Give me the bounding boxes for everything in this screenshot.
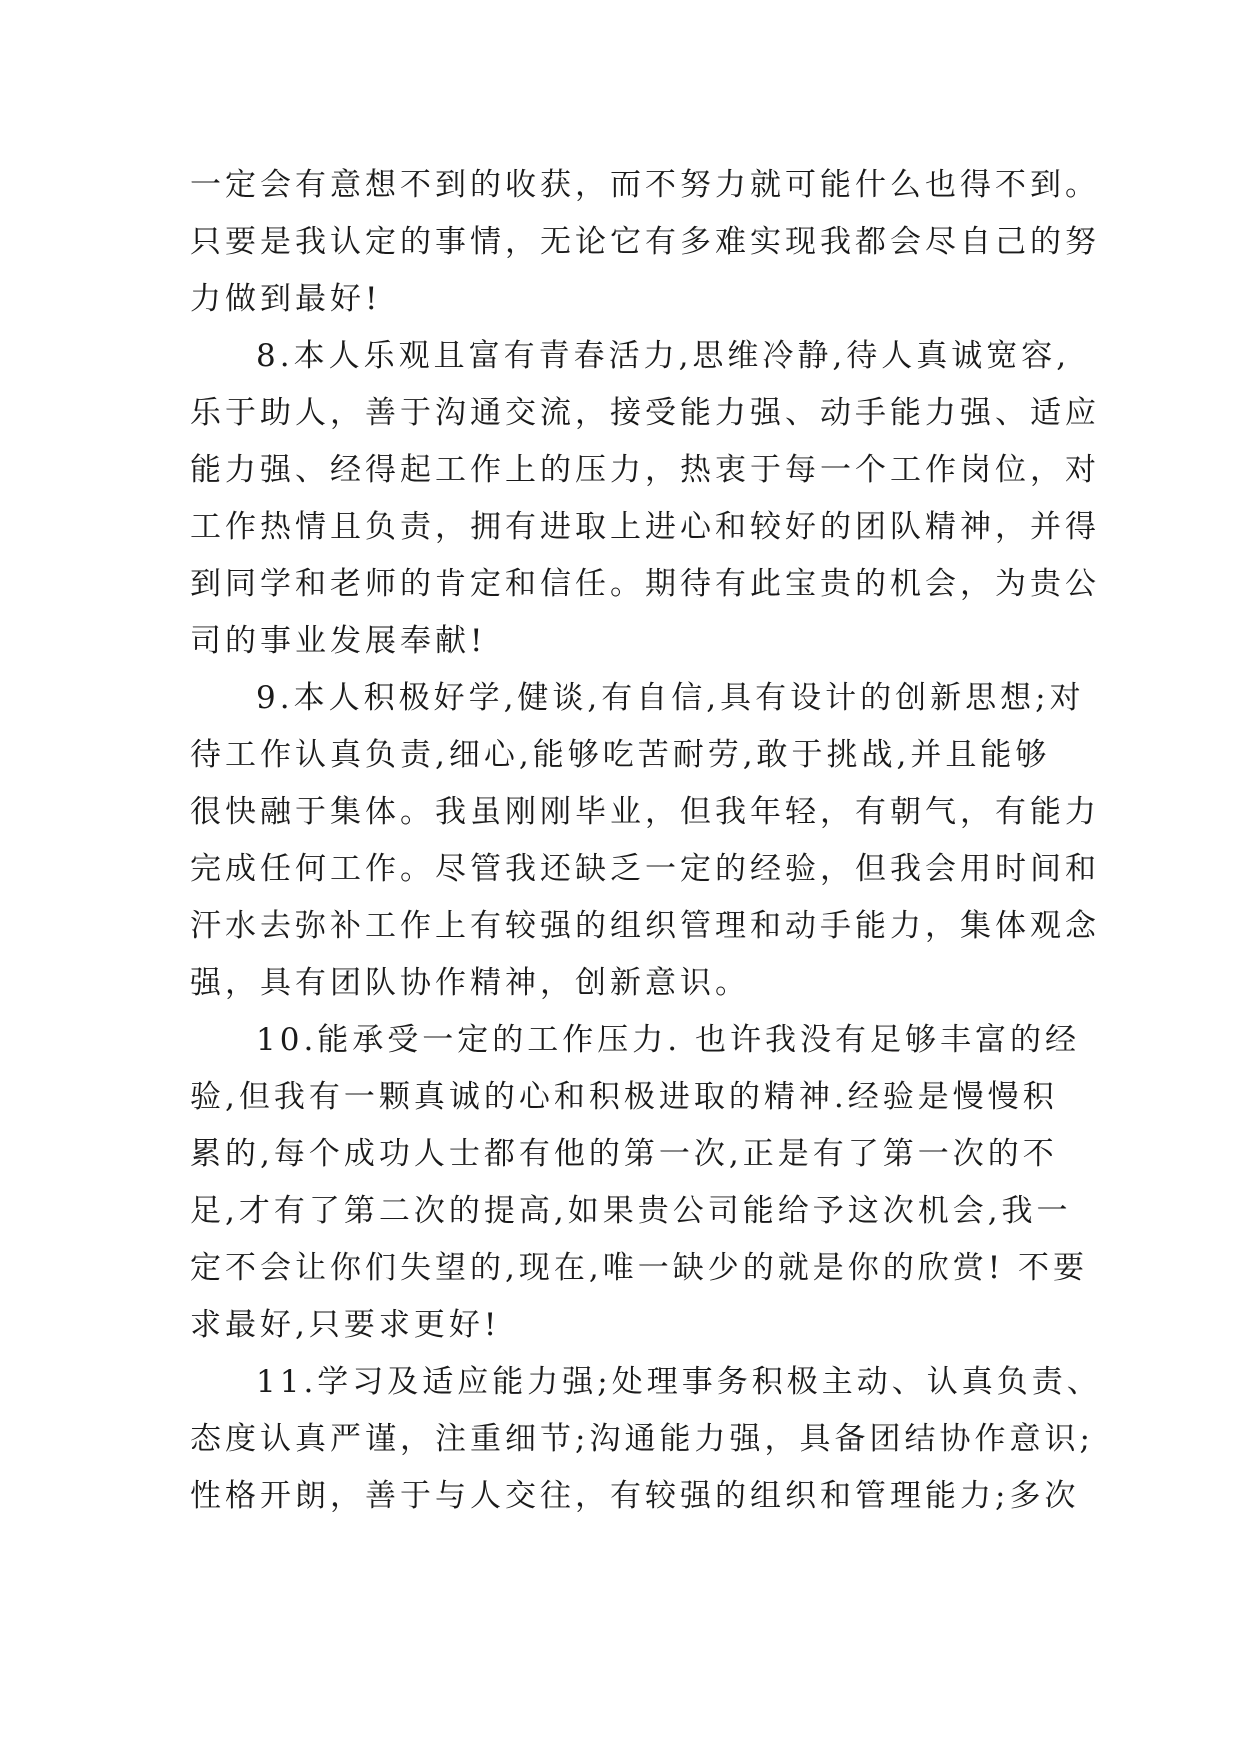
text-line: 乐于助人，善于沟通交流，接受能力强、动手能力强、适应 xyxy=(190,395,1100,431)
text-line: 态度认真严谨，注重细节;沟通能力强，具备团结协作意识; xyxy=(190,1421,1094,1457)
text-line: 汗水去弥补工作上有较强的组织管理和动手能力，集体观念 xyxy=(190,908,1100,944)
text-line: 完成任何工作。尽管我还缺乏一定的经验，但我会用时间和 xyxy=(190,851,1100,887)
text-line: 定不会让你们失望的,现在,唯一缺少的就是你的欣赏! 不要 xyxy=(190,1250,1089,1286)
paragraph-start-10: 10.能承受一定的工作压力. 也许我没有足够丰富的经 xyxy=(256,1022,1081,1058)
text-line: 力做到最好! xyxy=(190,281,382,317)
text-line: 到同学和老师的肯定和信任。期待有此宝贵的机会，为贵公 xyxy=(190,566,1100,602)
text-line: 足,才有了第二次的提高,如果贵公司能给予这次机会,我一 xyxy=(190,1193,1072,1229)
paragraph-start-9: 9.本人积极好学,健谈,有自信,具有设计的创新思想;对 xyxy=(256,680,1085,716)
text-line: 累的,每个成功人士都有他的第一次,正是有了第一次的不 xyxy=(190,1136,1058,1172)
text-line: 求最好,只要求更好! xyxy=(190,1307,501,1343)
paragraph-start-11: 11.学习及适应能力强;处理事务积极主动、认真负责、 xyxy=(256,1364,1102,1400)
text-line: 能力强、经得起工作上的压力，热衷于每一个工作岗位，对 xyxy=(190,452,1100,488)
text-line: 验,但我有一颗真诚的心和积极进取的精神.经验是慢慢积 xyxy=(190,1079,1058,1115)
text-line: 司的事业发展奉献! xyxy=(190,623,487,659)
text-line: 待工作认真负责,细心,能够吃苦耐劳,敢于挑战,并且能够 xyxy=(190,737,1051,773)
text-line: 工作热情且负责，拥有进取上进心和较好的团队精神，并得 xyxy=(190,509,1100,545)
text-line: 一定会有意想不到的收获，而不努力就可能什么也得不到。 xyxy=(190,167,1100,203)
text-line: 只要是我认定的事情，无论它有多难实现我都会尽自己的努 xyxy=(190,224,1100,260)
paragraph-start-8: 8.本人乐观且富有青春活力,思维冷静,待人真诚宽容, xyxy=(256,338,1071,374)
text-line: 很快融于集体。我虽刚刚毕业，但我年轻，有朝气，有能力 xyxy=(190,794,1100,830)
document-body xyxy=(190,157,1102,1525)
text-line: 强，具有团队协作精神，创新意识。 xyxy=(190,965,750,1001)
text-line: 性格开朗，善于与人交往，有较强的组织和管理能力;多次 xyxy=(190,1478,1080,1514)
